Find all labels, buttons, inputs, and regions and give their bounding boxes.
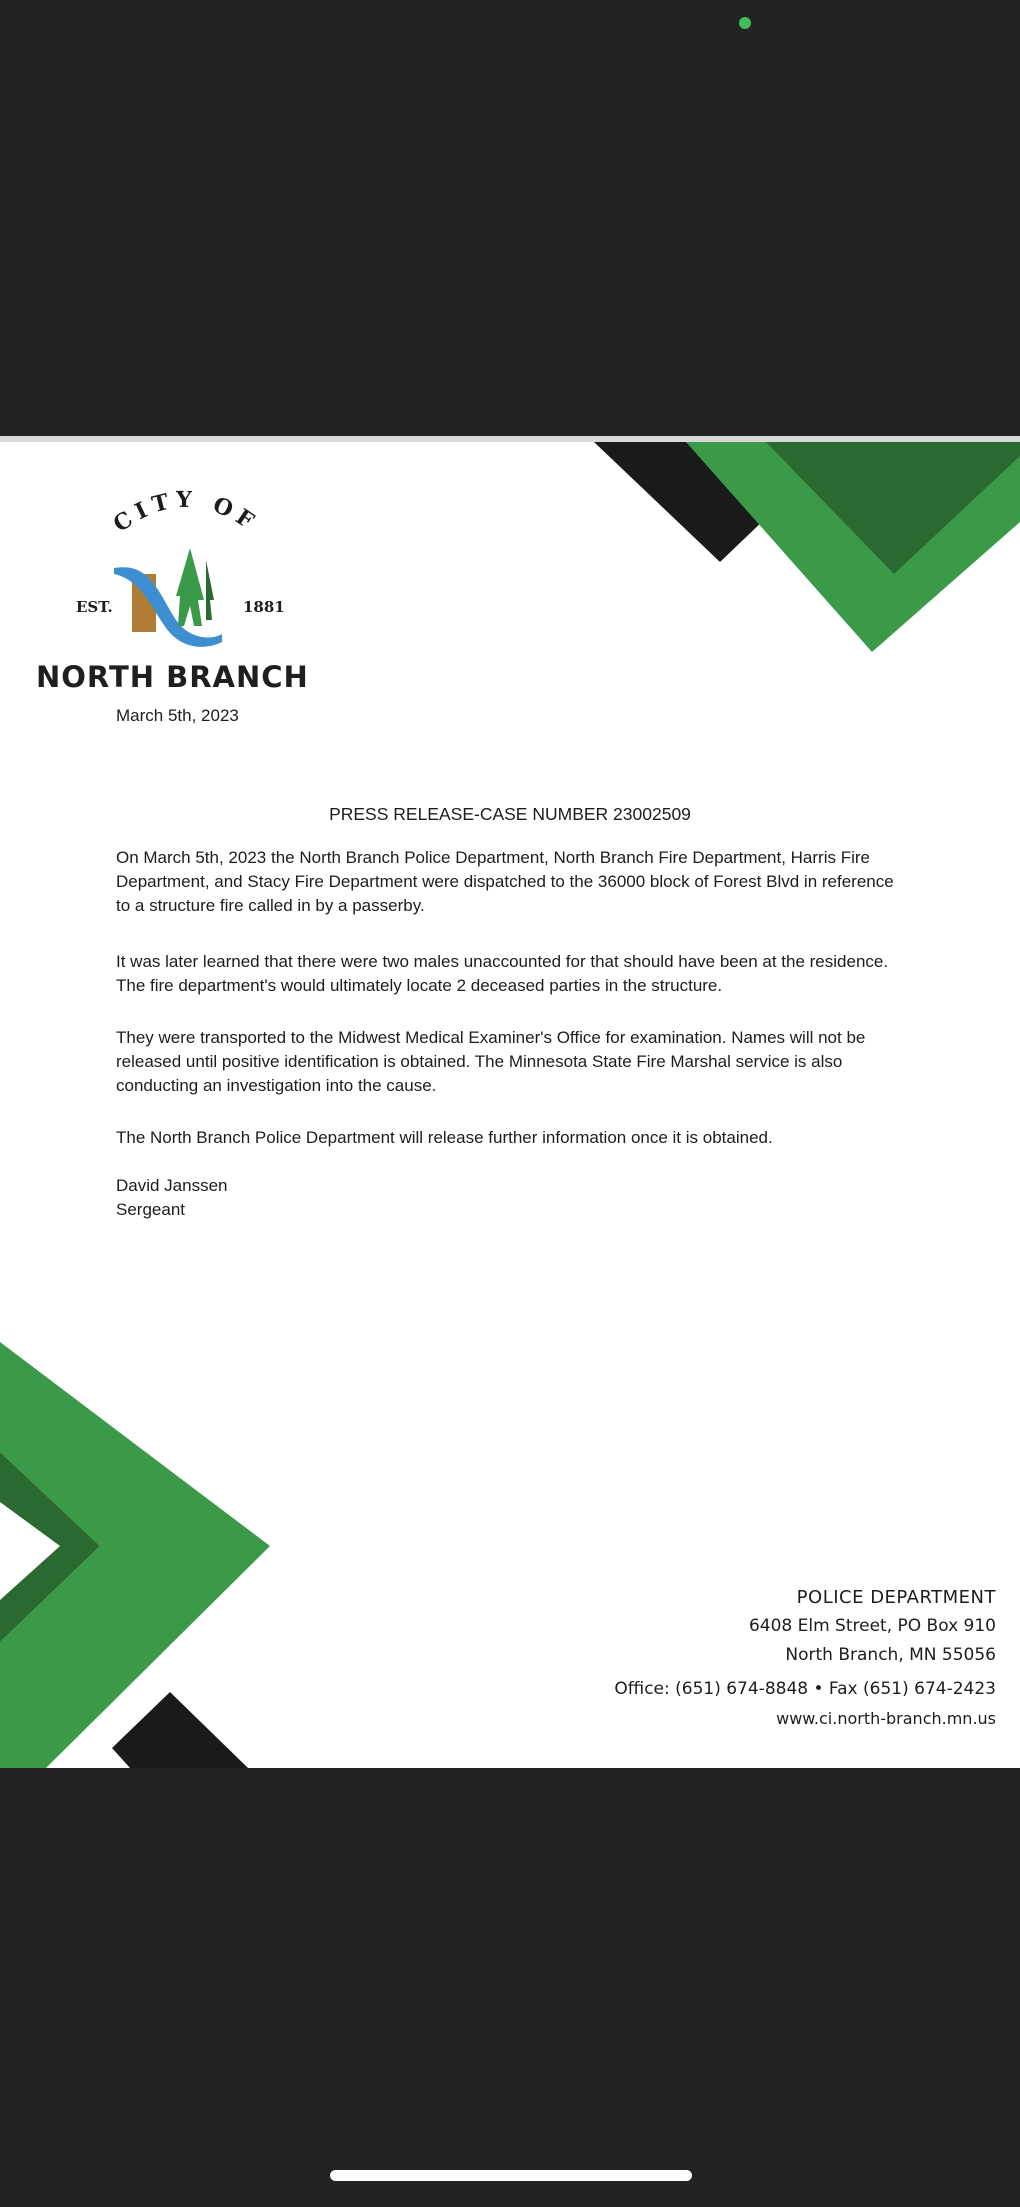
status-dot — [739, 17, 751, 29]
paragraph-incident: On March 5th, 2023 the North Branch Police Department, North Branch Fire Department, Harris Fire Department, and Stacy Fire Department were dispatched to the 36000 block of Forest Blvd in reference to a structure fire called in by a passerby. — [116, 848, 894, 915]
signature-name: David Janssen — [116, 1176, 228, 1195]
corner-chevron-bottom-icon — [0, 1342, 300, 1768]
footer-city: North Branch, MN 55056 — [785, 1645, 996, 1665]
city-of-text: CITY OF — [108, 486, 264, 538]
paragraph-examination: They were transported to the Midwest Medical Examiner's Office for examination. Names will not be released until positive identification is obtained. The Minnesota State Fire Marshal service is also conducting an investigation into the cause. — [116, 1028, 866, 1095]
footer-department: POLICE DEPARTMENT — [796, 1587, 996, 1608]
signature-title: Sergeant — [116, 1200, 185, 1219]
paragraph-closing: The North Branch Police Department will release further information once it is obtained. — [116, 1128, 773, 1147]
letter-date: March 5th, 2023 — [116, 706, 239, 725]
corner-chevron-top-icon — [590, 442, 1020, 652]
footer-website-link[interactable]: www.ci.north-branch.mn.us — [776, 1709, 996, 1728]
footer-phone: Office: (651) 674-8848 • Fax (651) 674-2423 — [614, 1679, 996, 1699]
city-name: NORTH BRANCH — [36, 660, 309, 694]
press-release-heading: PRESS RELEASE-CASE NUMBER 23002509 — [329, 804, 691, 824]
svg-text:CITY OF — [109, 487, 264, 538]
footer-street: 6408 Elm Street, PO Box 910 — [748, 1616, 996, 1636]
paragraph-discovery: It was later learned that there were two males unaccounted for that should have been at the residence. The fire department's would ultimately locate 2 deceased parties in the structure. — [116, 952, 889, 995]
footer-contact — [614, 1584, 996, 1734]
river-tree-icon — [106, 540, 226, 650]
est-label: EST. — [76, 598, 113, 616]
press-release-document — [0, 442, 1020, 1768]
home-indicator[interactable] — [330, 2170, 692, 2181]
city-of-arc — [36, 470, 336, 550]
city-logo — [36, 470, 336, 694]
est-year: 1881 — [243, 598, 285, 616]
